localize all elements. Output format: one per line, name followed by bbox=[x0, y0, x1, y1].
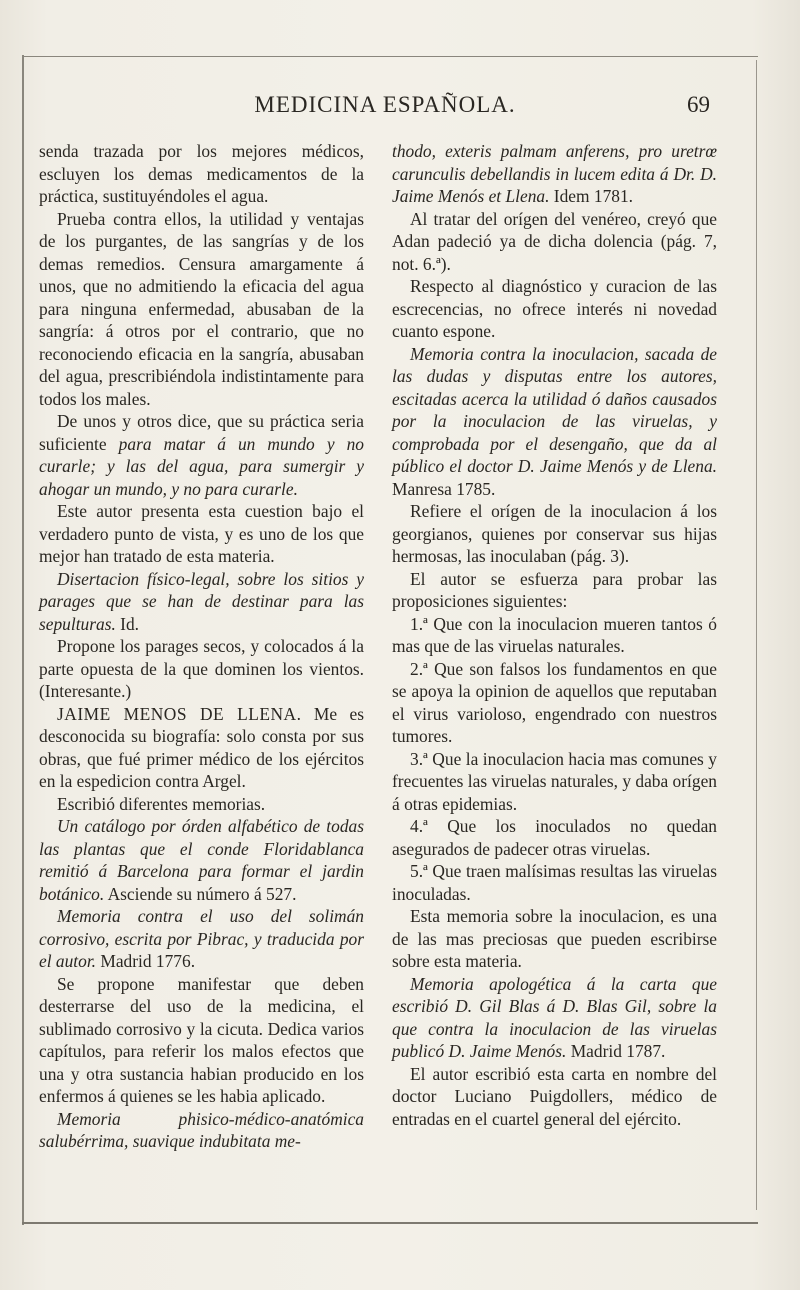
text-run: Asciende su número á 527. bbox=[104, 883, 297, 904]
paragraph: Prueba contra ellos, la utilidad y ventajas de los purgantes, de las sangrías y de los demas remedios. Censura amargamente á unos, que no admitiendo la eficacia del agua para ninguna enfermedad, abusaban de la sangría: á otros por el contrario, que no reconociendo eficacia en la sangría, abusaban del agua, prescribiéndola indistintamente para todos los males. bbox=[39, 208, 364, 409]
paragraph bbox=[39, 568, 364, 636]
text-run: Idem 1781. bbox=[549, 186, 634, 206]
running-head: MEDICINA ESPAÑOLA. bbox=[254, 92, 516, 117]
paragraph: Respecto al diagnóstico y curacion de las escrecencias, no ofrece interés ni novedad cuanto espone. bbox=[392, 276, 717, 341]
italic-quote: para matar á un mundo y no curarle; y las del agua, para sumergir y ahogar un mundo, y no para curarle. bbox=[39, 433, 364, 499]
paragraph: Este autor presenta esta cuestion bajo el verdadero punto de vista, y es uno de los que mejor han tratado de esta materia. bbox=[39, 501, 364, 566]
text-run: Madrid 1776. bbox=[96, 951, 196, 971]
work-title: Un catálogo por órden alfabético de todas las plantas que el conde Floridablanca remitió á Barcelona para formar el jardin botánico. bbox=[39, 816, 364, 904]
work-title: thodo, exteris palmam anferens, pro uretrœ carunculis debellandis in lucem edita á Dr. D. Jaime Menós et Llena. bbox=[392, 141, 717, 206]
text-run: Manresa 1785. bbox=[392, 478, 496, 499]
work-title: Memoria phisico-médico-anatómica salubérrima, suavique indubitata me- bbox=[39, 1108, 364, 1151]
paragraph: Se propone manifestar que deben desterrarse del uso de la medicina, el sublimado corrosivo y la cicuta. Dedica varios capítulos, para referir los malos efectos que una y otra sustancia habian producido en los enfermos á quienes se les habia aplicado. bbox=[39, 973, 364, 1106]
text-run: Me es desconocida su biografía: solo consta por sus obras, que fué primer médico de los ejércitos en la espedicion contra Argel. bbox=[39, 703, 364, 791]
right-column bbox=[392, 140, 717, 1200]
work-title: Memoria contra el uso del solimán corrosivo, escrita por Pibrac, y traducida por el autor. bbox=[39, 906, 364, 971]
paragraph: El autor escribió esta carta en nombre del doctor Luciano Puigdollers, médico de entradas en el cuartel general del ejército. bbox=[392, 1063, 717, 1129]
page-edge-left bbox=[22, 55, 24, 1225]
work-title: Disertacion físico-legal, sobre los sitios y parages que se han de destinar para las sepulturas. bbox=[39, 568, 364, 634]
left-column bbox=[39, 140, 364, 1200]
paragraph: 1.ª Que con la inoculacion mueren tantos ó mas que de las viruelas naturales. bbox=[392, 613, 717, 656]
paragraph: senda trazada por los mejores médicos, escluyen los demas medicamentos de la práctica, sustituyéndoles el agua. bbox=[39, 141, 364, 206]
page-number: 69 bbox=[687, 92, 710, 117]
paragraph: El autor se esfuerza para probar las proposiciones siguientes: bbox=[392, 568, 717, 611]
bottom-rule bbox=[22, 1222, 758, 1224]
text-run: Id. bbox=[115, 613, 140, 634]
page-header bbox=[60, 92, 710, 126]
work-title: Memoria contra la inoculacion, sacada de las dudas y disputas entre los autores, escitadas acerca la utilidad ó daños causados por la inoculacion de las viruelas, y comprobada por el desengaño, que da al público el doctor D. Jaime Menós y de Llena. bbox=[392, 343, 717, 476]
paragraph: Esta memoria sobre la inoculacion, es una de las mas preciosas que pueden escribirse sobre esta materia. bbox=[392, 906, 717, 971]
top-rule bbox=[22, 56, 758, 57]
paragraph: 3.ª Que la inoculacion hacia mas comunes y frecuentes las viruelas naturales, y daba orígen á otras epidemias. bbox=[392, 748, 717, 814]
paragraph bbox=[392, 343, 717, 501]
paragraph: 2.ª Que son falsos los fundamentos en que se apoya la opinion de aquellos que reputaban el virus varioloso, engendrado con nuestros tumores. bbox=[392, 658, 717, 746]
paragraph bbox=[392, 140, 717, 208]
paragraph bbox=[39, 815, 364, 905]
paragraph bbox=[39, 1108, 364, 1153]
text-run: Madrid 1787. bbox=[566, 1041, 666, 1061]
page-edge-right bbox=[756, 60, 757, 1210]
paragraph bbox=[39, 703, 364, 793]
text-run: De unos y otros dice, que su práctica seria suficiente bbox=[39, 411, 364, 454]
paragraph: Propone los parages secos, y colocados á la parte opuesta de la que dominen los vientos. (Interesante.) bbox=[39, 636, 364, 701]
paragraph: Al tratar del orígen del venéreo, creyó que Adan padeció ya de dicha dolencia (pág. 7, not. 6.ª). bbox=[392, 208, 717, 274]
paragraph: 4.ª Que los inoculados no quedan asegurados de padecer otras viruelas. bbox=[392, 816, 717, 859]
paragraph: 5.ª Que traen malísimas resultas las viruelas inoculadas. bbox=[392, 861, 717, 904]
author-name: JAIME MENOS DE LLENA. bbox=[57, 703, 302, 724]
paragraph bbox=[392, 973, 717, 1063]
work-title: Memoria apologética á la carta que escribió D. Gil Blas á D. Blas Gil, sobre la que contra la inoculacion de las viruelas publicó D. Jaime Menós. bbox=[392, 973, 717, 1061]
paragraph: Refiere el orígen de la inoculacion á los georgianos, quienes por conservar sus hijas hermosas, las inoculaban (pág. 3). bbox=[392, 501, 717, 566]
paragraph bbox=[39, 905, 364, 973]
paragraph: Escribió diferentes memorias. bbox=[57, 793, 266, 814]
paragraph bbox=[39, 410, 364, 500]
